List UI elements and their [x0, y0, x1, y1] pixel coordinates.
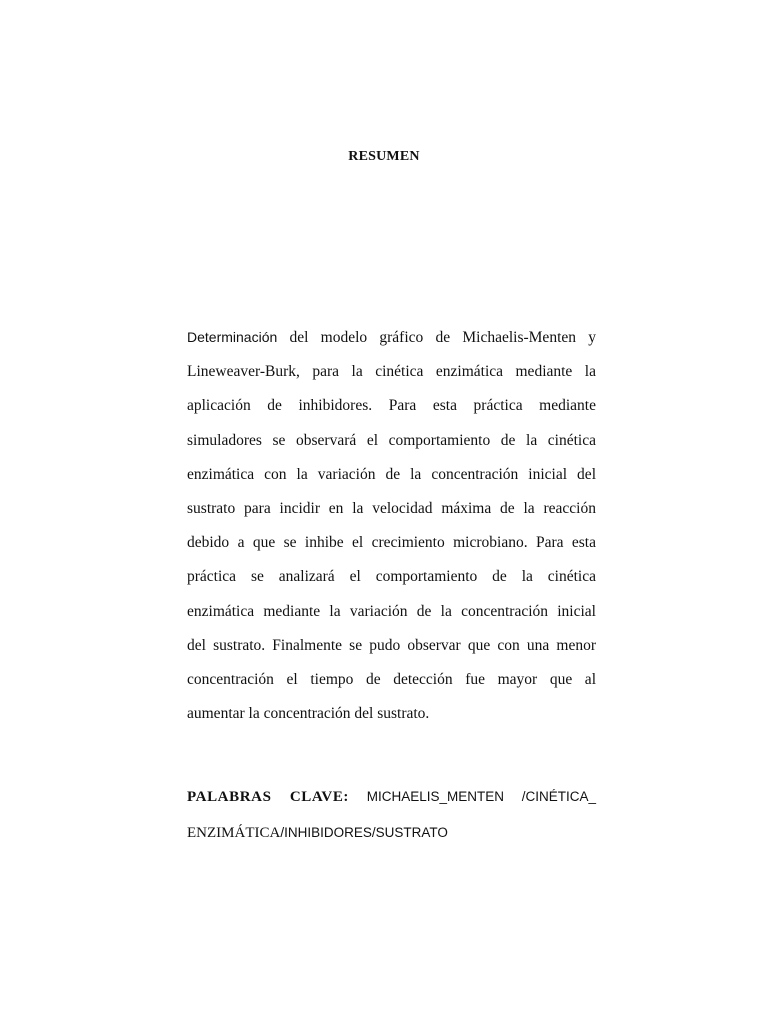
abstract-first-word: Determinación [187, 329, 278, 345]
keywords-line [187, 818, 596, 848]
abstract-paragraph [187, 320, 596, 731]
abstract-line: concentración el tiempo de detección fue mayor que al [187, 671, 596, 689]
keywords-section [187, 782, 596, 848]
abstract-line: debido a que se inhibe el crecimiento microbiano. Para esta [187, 534, 596, 552]
abstract-line: Lineweaver-Burk, para la cinética enzimática mediante la [187, 363, 596, 381]
abstract-line: sustrato para incidir en la velocidad máxima de la reacción [187, 500, 596, 518]
keywords-label: PALABRAS CLAVE: [187, 789, 350, 805]
keywords-terms: MICHAELIS_MENTEN /CINÉTICA_ [366, 789, 596, 804]
abstract-line [187, 320, 596, 355]
abstract-line: enzimática mediante la variación de la concentración inicial [187, 602, 596, 620]
keywords-line [187, 782, 596, 812]
abstract-line-text: del modelo gráfico de Michaelis-Menten y [277, 329, 596, 346]
abstract-line: aplicación de inhibidores. Para esta práctica mediante [187, 397, 596, 415]
abstract-line: enzimática con la variación de la concentración inicial del [187, 465, 596, 483]
abstract-line: práctica se analizará el comportamiento de la cinética [187, 568, 596, 586]
abstract-line: aumentar la concentración del sustrato. [187, 705, 430, 723]
keywords-terms-rest: /INHIBIDORES/SUSTRATO [280, 825, 448, 840]
page-title: RESUMEN [348, 149, 420, 164]
abstract-line: del sustrato. Finalmente se pudo observar que con una menor [187, 636, 596, 654]
keywords-term-enzimatica: ENZIMÁTICA [187, 825, 281, 841]
abstract-line: simuladores se observará el comportamiento de la cinética [187, 431, 596, 449]
